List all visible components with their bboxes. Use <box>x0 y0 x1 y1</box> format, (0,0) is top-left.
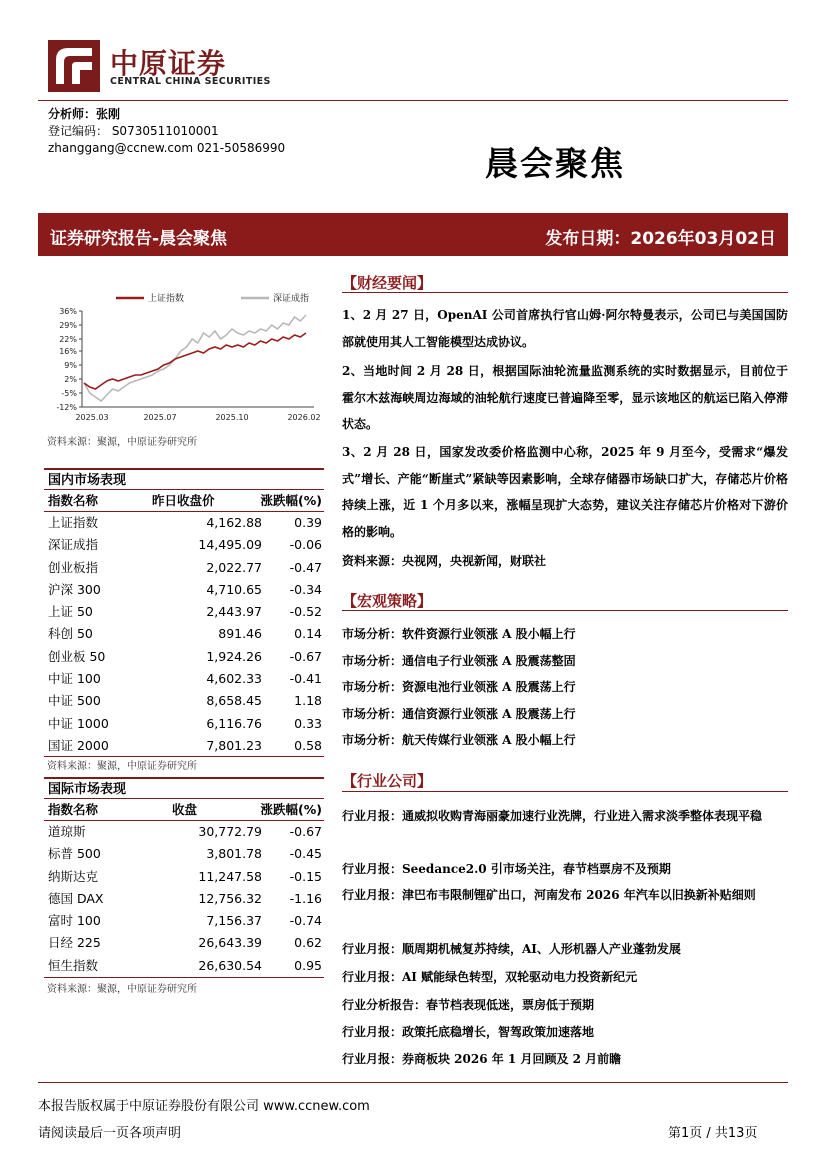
macro-heading: 【宏观策略】 <box>342 592 433 610</box>
cell-index-name: 纳斯达克 <box>48 868 99 884</box>
analyst-contact: zhanggang@ccnew.com 021-50586990 <box>48 141 286 155</box>
table-row <box>44 932 324 954</box>
header-close: 昨日收盘价 <box>152 493 215 508</box>
cell-index-name: 中证 500 <box>48 693 101 709</box>
index-chart <box>44 285 322 435</box>
footer-copyright: 本报告版权属于中原证券股份有限公司 www.ccnew.com <box>38 1099 370 1114</box>
news-item-3: 3、2 月 28 日，国家发改委价格监测中心称，2025 年 9 月至今，受需求“爆发式”增长、产能“断崖式”紧缺等因素影响，全球存储器市场缺口扩大，存储芯片价格持续上涨，近 1 个月多以来，涨幅呈现扩大态势，建议关注存储芯片价格对下游价格的影响。 <box>342 445 788 539</box>
cell-change: -0.74 <box>289 913 322 929</box>
series-line <box>84 315 306 401</box>
industry-item[interactable]: 行业月报：津巴布韦限制锂矿出口，河南发布 2026 年汽车以旧换新补贴细则 <box>342 888 756 902</box>
table-row <box>44 668 324 690</box>
header-change: 涨跌幅(%) <box>260 802 322 817</box>
macro-item[interactable]: 市场分析：通信电子行业领涨 A 股震荡整固 <box>342 653 576 668</box>
cell-change: -0.45 <box>289 846 322 862</box>
cell-index-name: 科创 50 <box>48 626 93 642</box>
table-row <box>44 888 324 910</box>
cell-close: 891.46 <box>218 626 262 642</box>
macro-item[interactable]: 市场分析：资源电池行业领涨 A 股震荡上行 <box>342 680 576 694</box>
cell-index-name: 中证 1000 <box>48 715 109 731</box>
cell-close: 4,710.65 <box>206 581 262 597</box>
chart-y-tick-label: 29% <box>59 321 77 330</box>
industry-item[interactable]: 行业月报：通威拟收购青海丽豪加速行业洗牌，行业进入需求淡季整体表现平稳 <box>342 809 763 823</box>
cell-close: 7,801.23 <box>206 737 262 753</box>
cell-close: 2,022.77 <box>206 559 262 575</box>
cell-change: 0.58 <box>294 737 322 753</box>
logo-chinese-name: 中原证券 <box>110 47 227 80</box>
industry-item[interactable]: 行业月报：政策托底稳增长，智驾政策加速落地 <box>342 1025 595 1039</box>
cell-index-name: 恒生指数 <box>48 957 99 973</box>
cell-index-name: 国证 2000 <box>48 737 109 753</box>
footer-disclaimer: 请阅读最后一页各项声明 <box>38 1126 182 1141</box>
cell-index-name: 沪深 300 <box>48 581 101 597</box>
table-row <box>44 955 324 977</box>
industry-item[interactable]: 行业分析报告：春节档表现低迷，票房低于预期 <box>342 998 595 1012</box>
finance-news-heading: 【财经要闻】 <box>342 274 433 292</box>
cell-index-name: 标普 500 <box>48 846 101 862</box>
cell-change: -0.34 <box>289 581 322 597</box>
legend-label: 深证成指 <box>273 294 310 304</box>
chart-source: 资料来源：聚源，中原证券研究所 <box>47 437 197 448</box>
cell-close: 7,156.37 <box>206 913 262 929</box>
cell-change: -0.06 <box>289 537 322 553</box>
domestic-table-title: 国内市场表现 <box>44 468 324 490</box>
cell-index-name: 德国 DAX <box>48 890 104 906</box>
news-source: 资料来源：央视网，央视新闻，财联社 <box>342 554 547 568</box>
chart-y-tick-label: 22% <box>59 335 77 344</box>
cell-change: -0.15 <box>289 868 322 884</box>
report-banner <box>38 213 788 256</box>
table-row <box>44 534 324 556</box>
news-item-1: 1、2 月 27 日，OpenAI 公司首席执行官山姆·阿尔特曼表示，公司已与美国国防部就使用其人工智能模型达成协议。 <box>342 308 788 349</box>
chart-y-tick-label: 36% <box>59 307 77 316</box>
chart-y-tick-label: -5% <box>61 389 77 398</box>
cell-change: -0.41 <box>289 671 322 687</box>
cell-close: 26,643.39 <box>198 935 262 951</box>
cell-change: 0.14 <box>294 626 322 642</box>
cell-index-name: 中证 100 <box>48 671 101 687</box>
analyst-name: 分析师：张刚 <box>48 107 121 121</box>
chart-x-tick-label: 2025.10 <box>215 413 249 422</box>
header-close: 收盘 <box>172 802 198 817</box>
cell-index-name: 深证成指 <box>48 537 99 553</box>
cell-change: -1.16 <box>289 890 322 906</box>
table-row <box>44 910 324 932</box>
international-table-header <box>44 799 324 821</box>
chart-x-tick-label: 2025.07 <box>143 413 177 422</box>
table-row <box>44 690 324 712</box>
news-item-2: 2、当地时间 2 月 28 日，根据国际油轮流量监测系统的实时数据显示，目前位于霍尔木兹海峡周边海域的油轮航行速度已普遍降至零，显示该地区的航运已陷入停滞状态。 <box>342 364 788 431</box>
cell-change: 0.95 <box>294 957 322 973</box>
cell-close: 12,756.32 <box>198 890 262 906</box>
international-table-title: 国际市场表现 <box>44 777 324 799</box>
chart-y-tick-label: 16% <box>59 347 77 356</box>
chart-x-tick-label: 2026.02 <box>287 413 321 422</box>
registration-number: 登记编码： S0730511010001 <box>48 124 219 138</box>
cell-index-name: 道琼斯 <box>48 824 86 839</box>
table-row <box>44 512 324 534</box>
industry-item[interactable]: 行业月报：券商板块 2026 年 1 月回顾及 2 月前瞻 <box>342 1052 622 1066</box>
cell-index-name: 创业板 50 <box>48 648 106 664</box>
cell-close: 3,801.78 <box>206 846 262 862</box>
industry-rule <box>342 791 788 792</box>
cell-close: 4,162.88 <box>206 515 262 530</box>
cell-close: 1,924.26 <box>206 648 262 664</box>
cell-close: 2,443.97 <box>206 604 262 620</box>
cell-index-name: 富时 100 <box>48 913 101 929</box>
domestic-table-header <box>44 490 324 512</box>
cell-close: 11,247.58 <box>198 868 262 884</box>
chart-y-tick-label: 9% <box>64 361 77 370</box>
chart-y-tick-label: 2% <box>64 375 77 384</box>
cell-close: 8,658.45 <box>206 693 262 709</box>
chart-x-tick-label: 2025.03 <box>75 413 109 422</box>
cell-change: 0.62 <box>294 935 322 951</box>
table-row <box>44 713 324 735</box>
table-row <box>44 646 324 668</box>
domestic-source: 资料来源：聚源，中原证券研究所 <box>47 761 197 772</box>
cell-change: 1.18 <box>294 693 322 709</box>
macro-rule <box>342 610 788 611</box>
cell-close: 14,495.09 <box>198 537 262 553</box>
report-type: 证券研究报告-晨会聚焦 <box>50 229 228 249</box>
cell-change: 0.39 <box>294 515 322 530</box>
company-logo <box>48 40 271 92</box>
cell-close: 26,630.54 <box>198 957 262 973</box>
cell-change: -0.67 <box>289 648 322 664</box>
table-row <box>44 579 324 601</box>
table-row <box>44 821 324 843</box>
cell-index-name: 日经 225 <box>48 935 101 951</box>
macro-item[interactable]: 市场分析：航天传媒行业领涨 A 股小幅上行 <box>342 733 576 747</box>
industry-item[interactable]: 行业月报：顺周期机械复苏持续，AI、人形机器人产业蓬勃发展 <box>342 942 681 956</box>
international-table-end <box>44 977 324 978</box>
header-index-name: 指数名称 <box>48 493 99 508</box>
cell-close: 4,602.33 <box>206 671 262 687</box>
logo-mark-icon <box>48 40 100 92</box>
international-source: 资料来源：聚源，中原证券研究所 <box>47 984 197 995</box>
finance-news-rule <box>342 292 788 293</box>
page-number: 第1页 / 共13页 <box>668 1126 758 1141</box>
table-row <box>44 843 324 865</box>
cell-change: -0.67 <box>289 824 322 839</box>
footer-rule <box>38 1082 788 1083</box>
macro-item[interactable]: 市场分析：软件资源行业领涨 A 股小幅上行 <box>342 627 576 641</box>
cell-close: 6,116.76 <box>206 715 262 731</box>
header-index-name: 指数名称 <box>48 802 99 817</box>
international-table-body <box>44 821 324 977</box>
cell-change: -0.47 <box>289 559 322 575</box>
table-row <box>44 735 324 757</box>
header-change: 涨跌幅(%) <box>260 493 322 508</box>
table-row <box>44 557 324 579</box>
publish-date: 发布日期：2026年03月02日 <box>545 229 776 249</box>
industry-heading: 【行业公司】 <box>342 772 433 790</box>
domestic-table-body <box>44 512 324 757</box>
logo-english-name: CENTRAL CHINA SECURITIES <box>110 76 271 87</box>
cell-index-name: 创业板指 <box>48 559 99 575</box>
chart-y-tick-label: -12% <box>56 403 77 412</box>
cell-change: 0.33 <box>294 715 322 731</box>
cell-change: -0.52 <box>289 604 322 620</box>
index-chart-svg <box>44 285 322 435</box>
cell-index-name: 上证指数 <box>48 515 99 530</box>
page-title: 晨会聚焦 <box>485 144 625 183</box>
legend-label: 上证指数 <box>148 294 185 304</box>
industry-item[interactable]: 行业月报：Seedance2.0 引市场关注，春节档票房不及预期 <box>342 862 671 876</box>
table-row <box>44 866 324 888</box>
header-rule <box>38 100 788 101</box>
table-row <box>44 601 324 623</box>
cell-close: 30,772.79 <box>198 824 262 839</box>
table-row <box>44 623 324 645</box>
macro-item[interactable]: 市场分析：通信资源行业领涨 A 股震荡上行 <box>342 706 576 721</box>
industry-item[interactable]: 行业月报：AI 赋能绿色转型，双轮驱动电力投资新纪元 <box>342 970 638 984</box>
cell-index-name: 上证 50 <box>48 604 93 620</box>
